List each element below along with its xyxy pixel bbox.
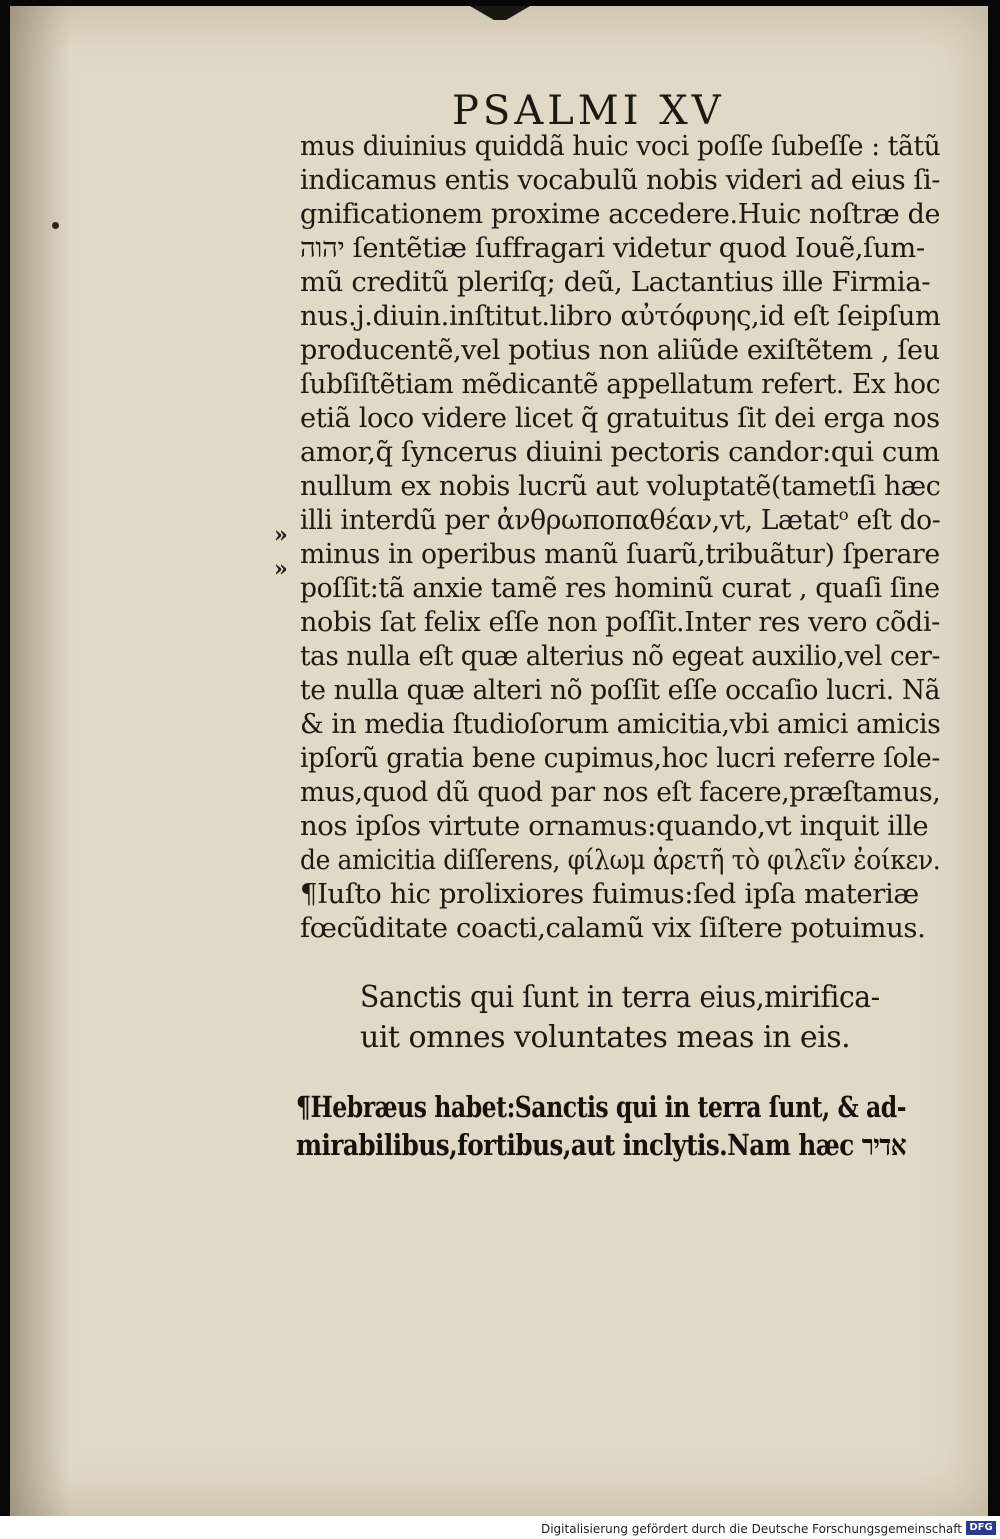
digitization-credit: Digitalisierung gefördert durch die Deutsche Forschungsgemeinschaft [540, 1522, 962, 1536]
body-line: ipſorũ gratia bene cupimus,hoc lucri referre ſole- [300, 742, 940, 774]
body-line: illi interdũ per ἀνθρωποπαθέαν,vt, Lætatᵒ eſt do- [300, 504, 941, 536]
body-line: mũ creditũ pleriſq; deũ, Lactantius ille Firmia- [300, 266, 931, 298]
verse-line: uit omnes voluntates meas in eis. [360, 1020, 851, 1055]
body-line: mus,quod dũ quod par nos eſt facere,præſtamus, [300, 776, 941, 808]
body-line: minus in operibus manũ ſuarũ,tribuãtur) ſperare [300, 538, 940, 570]
body-line: fœcũditate coacti,calamũ vix ſiſtere potuimus. [300, 912, 926, 944]
body-line: producentẽ,vel potius non aliũde exiſtẽtem , ſeu [300, 334, 940, 366]
verse-line: Sanctis qui ſunt in terra eius,mirifica- [360, 980, 880, 1015]
body-line: tas nulla eſt quæ alterius nõ egeat auxilio,vel cer- [300, 640, 940, 672]
running-head: PSALMI XV [452, 88, 725, 134]
body-line: mus diuinius quiddã huic voci poſſe ſubeſſe : tãtũ [300, 130, 941, 162]
body-line: ſubſiſtẽtiam mẽdicantẽ appellatum refert. Ex hoc [300, 368, 941, 400]
body-line: de amicitia diſſerens, φίλωμ ἀρετῆ τὸ φιλεῖν ἐοίκεν. [300, 844, 941, 876]
body-line: amor,q̃ ſyncerus diuini pectoris candor:qui cum [300, 436, 940, 468]
body-line: nobis ſat felix eſſe non poſſit.Inter res vero cõdi- [300, 606, 940, 638]
commentary-line: mirabilibus,fortibus,aut inclytis.Nam hæc אדיר [296, 1128, 907, 1162]
body-line: nus.j.diuin.inſtitut.libro αὐτόφυης,id eſt ſeipſum [300, 300, 941, 332]
gutter-shadow [10, 6, 70, 1516]
body-line: nos ipſos virtute ornamus:quando,vt inquit ille [300, 810, 929, 842]
body-line: & in media ſtudioſorum amicitia,vbi amici amicis [300, 708, 941, 740]
body-line: poſſit:tã anxie tamẽ res hominũ curat , quaſi ſine [300, 572, 940, 604]
body-line: יהוה ſentẽtiæ ſuffragari videtur quod Iouẽ,ſum- [300, 232, 925, 264]
body-line: etiã loco videre licet q̃ gratuitus ſit dei erga nos [300, 402, 940, 434]
margin-dot [52, 222, 59, 229]
commentary-line: ¶Hebræus habet:Sanctis qui in terra ſunt, & ad- [296, 1090, 907, 1124]
body-line: ¶Iuſto hic prolixiores fuimus:ſed ipſa materiæ [300, 878, 919, 910]
margin-quote-mark: » [274, 522, 288, 548]
body-line: nullum ex nobis lucrũ aut voluptatẽ(tametſi hæc [300, 470, 941, 502]
body-line: te nulla quæ alteri nõ poſſit eſſe occaſio lucri. Nã [300, 674, 941, 706]
body-line: indicamus entis vocabulũ nobis videri ad eius ſi- [300, 164, 940, 196]
margin-quote-mark: » [274, 556, 288, 582]
body-line: gnificationem proxime accedere.Huic noſtræ de [300, 198, 941, 230]
dfg-logo: DFG [966, 1521, 996, 1535]
